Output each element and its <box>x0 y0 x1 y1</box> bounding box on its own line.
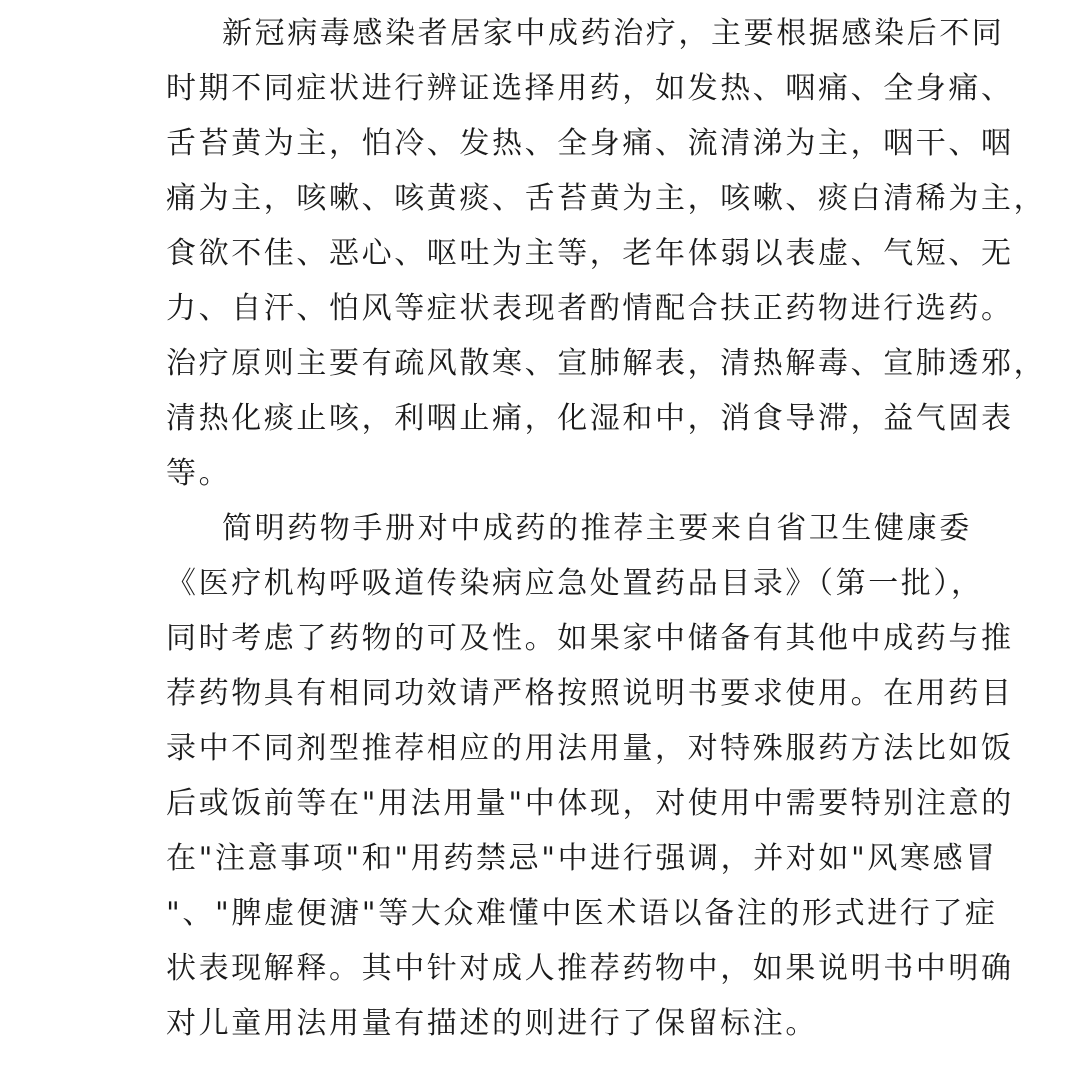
text-line: 后或饭前等在"用法用量"中体现，对使用中需要特别注意的 <box>166 786 1014 821</box>
text-line: 等。 <box>166 456 232 491</box>
text-line: 《医疗机构呼吸道传染病应急处置药品目录》（第一批）， <box>166 566 984 601</box>
text-line: 治疗原则主要有疏风散寒、宣肺解表，清热解毒、宣肺透邪， <box>166 346 1047 381</box>
text-line: 简明药物手册对中成药的推荐主要来自省卫生健康委 <box>222 511 972 546</box>
text-line: 食欲不佳、恶心、呕吐为主等，老年体弱以表虚、气短、无 <box>166 236 1014 271</box>
text-line: 对儿童用法用量有描述的则进行了保留标注。 <box>166 1006 818 1041</box>
text-line: 录中不同剂型推荐相应的用法用量，对特殊服药方法比如饭 <box>166 731 1014 766</box>
paragraph-2 <box>166 501 1014 1051</box>
text-line: 力、自汗、怕风等症状表现者酌情配合扶正药物进行选药。 <box>166 291 1014 326</box>
text-line: "、"脾虚便溏"等大众难懂中医术语以备注的形式进行了症 <box>166 896 998 931</box>
text-line: 新冠病毒感染者居家中成药治疗，主要根据感染后不同 <box>222 16 1005 51</box>
document-page <box>166 6 1047 1051</box>
text-line: 同时考虑了药物的可及性。如果家中储备有其他中成药与推 <box>166 621 1014 656</box>
text-line: 在"注意事项"和"用药禁忌"中进行强调，并对如"风寒感冒 <box>166 841 998 876</box>
text-line: 荐药物具有相同功效请严格按照说明书要求使用。在用药目 <box>166 676 1014 711</box>
paragraph-1 <box>166 6 1047 501</box>
text-line: 状表现解释。其中针对成人推荐药物中，如果说明书中明确 <box>166 951 1014 986</box>
text-line: 时期不同症状进行辨证选择用药，如发热、咽痛、全身痛、 <box>166 71 1014 106</box>
text-line: 舌苔黄为主，怕冷、发热、全身痛、流清涕为主，咽干、咽 <box>166 126 1014 161</box>
text-line: 痛为主，咳嗽、咳黄痰、舌苔黄为主，咳嗽、痰白清稀为主， <box>166 181 1047 216</box>
text-line: 清热化痰止咳，利咽止痛，化湿和中，消食导滞，益气固表 <box>166 401 1014 436</box>
